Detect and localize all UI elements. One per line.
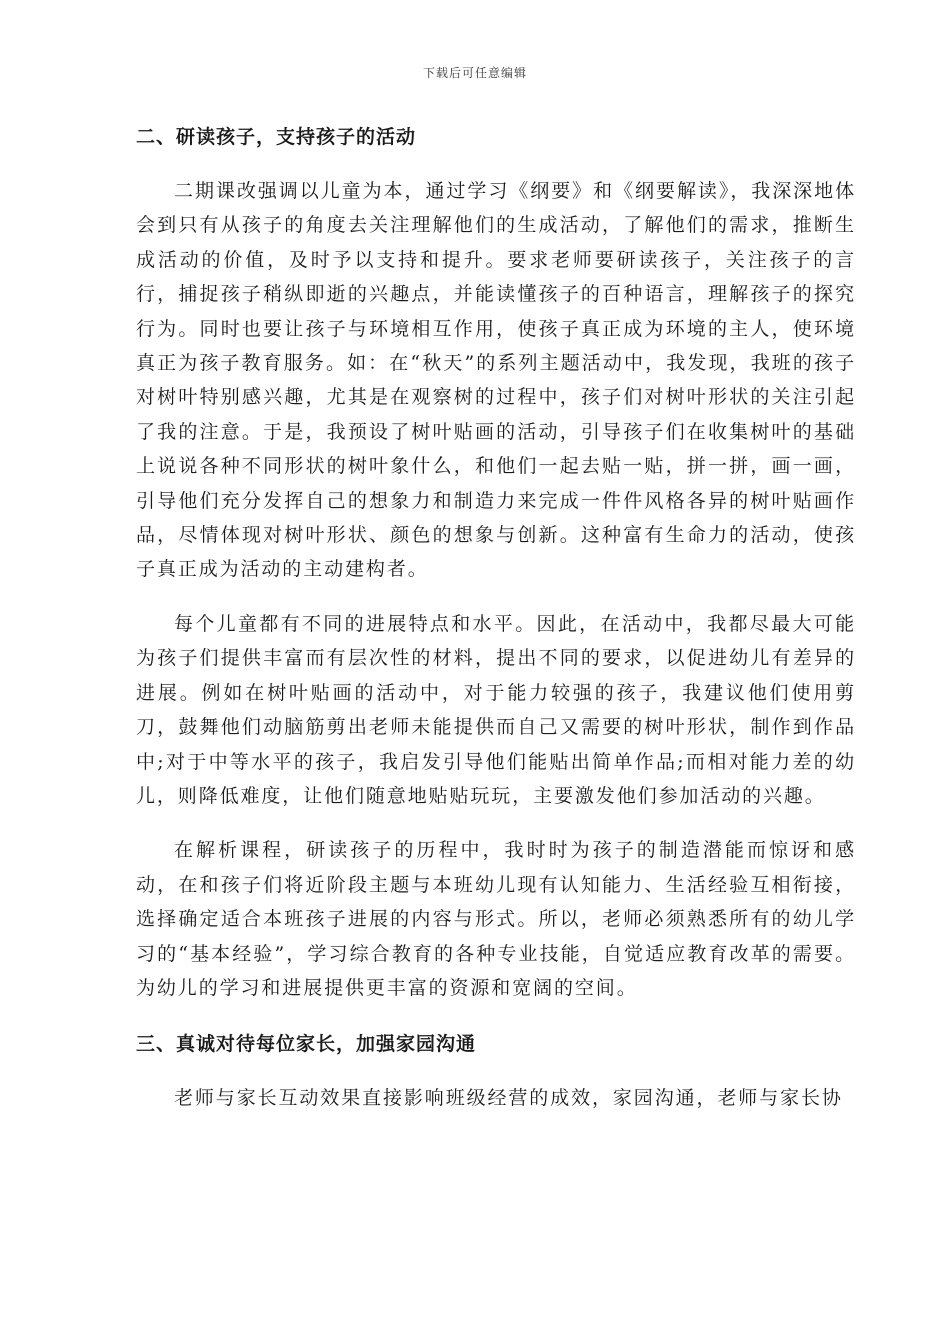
paragraph-3: 在解析课程，研读孩子的历程中，我时时为孩子的制造潜能而惊讶和感动，在和孩子们将近阶段主题与本班幼儿现有认知能力、生活经验互相衔接，选择确定适合本班孩子进展的内容与形式。所以，老师必须熟悉所有的幼儿学习的“基本经验”，学习综合教育的各种专业技能，自觉适应教育改革的需要。为幼儿的学习和进展提供更丰富的资源和宽阔的空间。 (136, 839, 856, 999)
paragraph-1: 二期课改强调以儿童为本，通过学习《纲要》和《纲要解读》，我深深地体会到只有从孩子的角度去关注理解他们的生成活动，了解他们的需求，推断生成活动的价值，及时予以支持和提升。要求老师要研读孩子，关注孩子的言行，捕捉孩子稍纵即逝的兴趣点，并能读懂孩子的百种语言，理解孩子的探究行为。同时也要让孩子与环境相互作用，使孩子真正成为环境的主人，使环境真正为孩子教育服务。如：在“秋天”的系列主题活动中，我发现，我班的孩子对树叶特别感兴趣，尤其是在观察树的过程中，孩子们对树叶形状的关注引起了我的注意。于是，我预设了树叶贴画的活动，引导孩子们在收集树叶的基础上说说各种不同形状的树叶象什么，和他们一起去贴一贴，拼一拼，画一画，引导他们充分发挥自己的想象力和制造力来完成一件件风格各异的树叶贴画作品，尽情体现对树叶形状、颜色的想象与创新。这种富有生命力的活动，使孩子真正成为活动的主动建构者。 (136, 180, 856, 581)
document-body (136, 118, 856, 1116)
section-heading-3: 三、真诚对待每位家长，加强家园沟通 (136, 1033, 477, 1056)
paragraph-2: 每个儿童都有不同的进展特点和水平。因此，在活动中，我都尽最大可能为孩子们提供丰富而有层次性的材料，提出不同的要求，以促进幼儿有差异的进展。例如在树叶贴画的活动中，对于能力较强的孩子，我建议他们使用剪刀，鼓舞他们动脑筋剪出老师未能提供而自己又需要的树叶形状，制作到作品中;对于中等水平的孩子，我启发引导他们能贴出简单作品;而相对能力差的幼儿，则降低难度，让他们随意地贴贴玩玩，主要激发他们参加活动的兴趣。 (136, 612, 856, 807)
section-heading-2: 二、研读孩子，支持孩子的活动 (136, 126, 417, 148)
page-header: 下载后可任意编辑 (422, 66, 527, 80)
paragraph-4: 老师与家长互动效果直接影响班级经营的成效，家园沟通，老师与家长协 (174, 1087, 843, 1110)
